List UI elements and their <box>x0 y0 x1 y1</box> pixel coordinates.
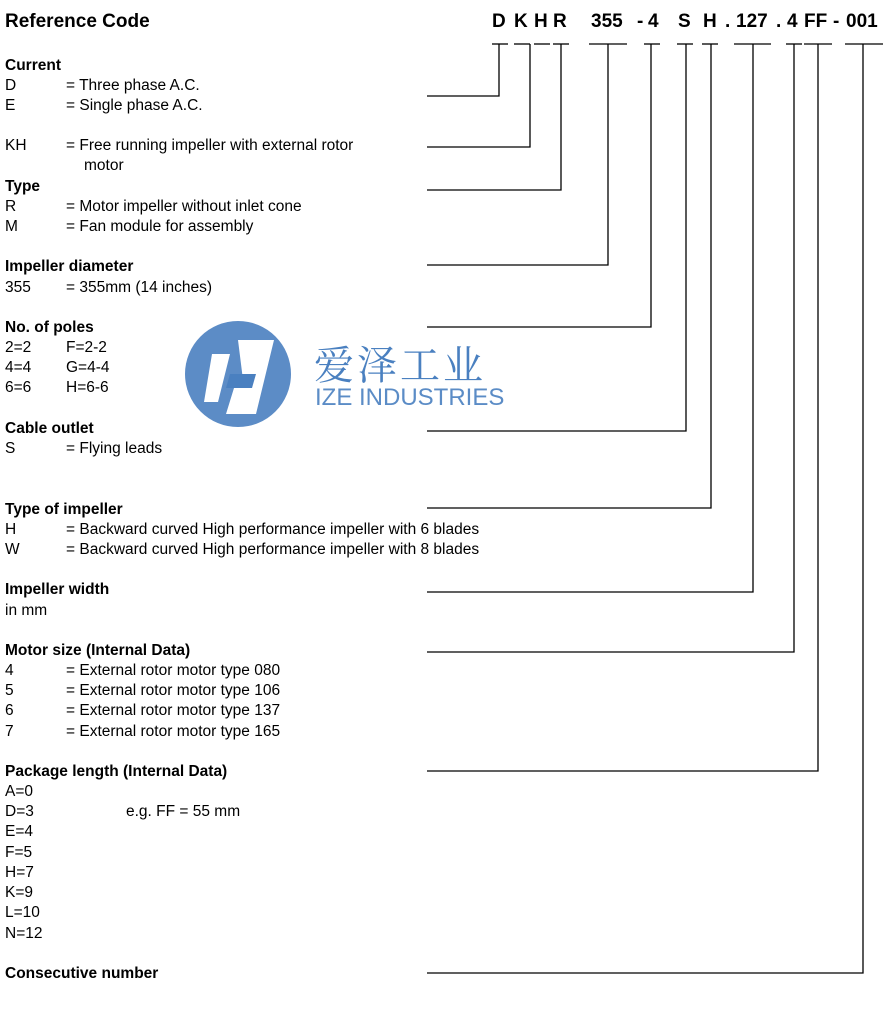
heading-impeller-type: Type of impeller <box>5 501 123 518</box>
connector-diameter <box>427 44 608 265</box>
watermark-text-en: IZE INDUSTRIES <box>315 384 505 411</box>
impeller-type-val: = Backward curved High performance impeller with 6 blades <box>66 521 480 538</box>
poles-a: 4=4 <box>5 359 32 376</box>
code-part: 4 <box>648 11 659 32</box>
impeller-type-val: = Backward curved High performance impeller with 8 blades <box>66 541 480 558</box>
code-part: 127 <box>736 11 768 32</box>
code-part: H <box>534 11 548 32</box>
heading-type: Type <box>5 178 41 195</box>
code-part: S <box>678 11 691 32</box>
poles-b: F=2-2 <box>66 339 107 356</box>
motor-key: 5 <box>5 682 14 699</box>
heading-motor: Motor size (Internal Data) <box>5 642 191 659</box>
motor-val: = External rotor motor type 137 <box>66 702 281 719</box>
package-row: D=3 <box>5 803 34 820</box>
type-val: = Fan module for assembly <box>66 218 254 235</box>
motor-val: = External rotor motor type 080 <box>66 662 281 679</box>
poles-a: 2=2 <box>5 339 32 356</box>
motor-key: 4 <box>5 662 14 679</box>
code-part: D <box>492 11 506 32</box>
connector-impeller-type <box>427 44 711 508</box>
type-val: = Motor impeller without inlet cone <box>66 198 302 215</box>
code-part: H <box>703 11 717 32</box>
diameter-val: = 355mm (14 inches) <box>66 279 213 296</box>
code-part: FF <box>804 11 828 32</box>
type-key: M <box>5 218 18 235</box>
code-part: 001 <box>846 11 878 32</box>
package-row: N=12 <box>5 925 43 942</box>
motor-val: = External rotor motor type 106 <box>66 682 281 699</box>
page-title: Reference Code <box>5 11 150 32</box>
code-part: - <box>637 11 644 32</box>
code-part: K <box>514 11 528 32</box>
heading-diameter: Impeller diameter <box>5 258 134 275</box>
cable-key: S <box>5 440 16 457</box>
package-row: K=9 <box>5 884 34 901</box>
impeller-type-key: H <box>5 521 17 538</box>
motor-key: 6 <box>5 702 14 719</box>
poles-a: 6=6 <box>5 379 32 396</box>
connector-type <box>427 44 561 190</box>
cable-val: = Flying leads <box>66 440 163 457</box>
code-part: R <box>553 11 567 32</box>
heading-width: Impeller width <box>5 581 110 598</box>
impeller-type-key: W <box>5 541 20 558</box>
package-row: A=0 <box>5 783 34 800</box>
code-part: - <box>833 11 840 32</box>
heading-consecutive: Consecutive number <box>5 965 159 982</box>
motor-val: = External rotor motor type 165 <box>66 723 281 740</box>
watermark-logo-icon <box>182 318 294 430</box>
package-row: H=7 <box>5 864 34 881</box>
code-part: 355 <box>591 11 623 32</box>
connector-width <box>427 44 753 592</box>
connector-poles <box>427 44 651 327</box>
poles-b: G=4-4 <box>66 359 110 376</box>
kh-val-cont: motor <box>84 157 124 174</box>
package-row: E=4 <box>5 823 34 840</box>
current-val: = Single phase A.C. <box>66 97 203 114</box>
code-part: . <box>725 11 731 32</box>
heading-current: Current <box>5 57 61 74</box>
motor-key: 7 <box>5 723 14 740</box>
current-key: D <box>5 77 17 94</box>
kh-val: = Free running impeller with external rotor <box>66 137 354 154</box>
code-part: 4 <box>787 11 798 32</box>
package-example: e.g. FF = 55 mm <box>126 803 241 820</box>
heading-package: Package length (Internal Data) <box>5 763 228 780</box>
connector-current <box>427 44 499 96</box>
heading-cable: Cable outlet <box>5 420 94 437</box>
diameter-key: 355 <box>5 279 31 296</box>
type-key: R <box>5 198 17 215</box>
poles-b: H=6-6 <box>66 379 109 396</box>
package-row: F=5 <box>5 844 33 861</box>
current-val: = Three phase A.C. <box>66 77 200 94</box>
code-part: . <box>776 11 782 32</box>
heading-poles: No. of poles <box>5 319 94 336</box>
package-row: L=10 <box>5 904 40 921</box>
kh-key: KH <box>5 137 27 154</box>
width-note: in mm <box>5 602 48 619</box>
current-key: E <box>5 97 16 114</box>
watermark-text-cn: 爱泽工业 <box>314 344 486 388</box>
